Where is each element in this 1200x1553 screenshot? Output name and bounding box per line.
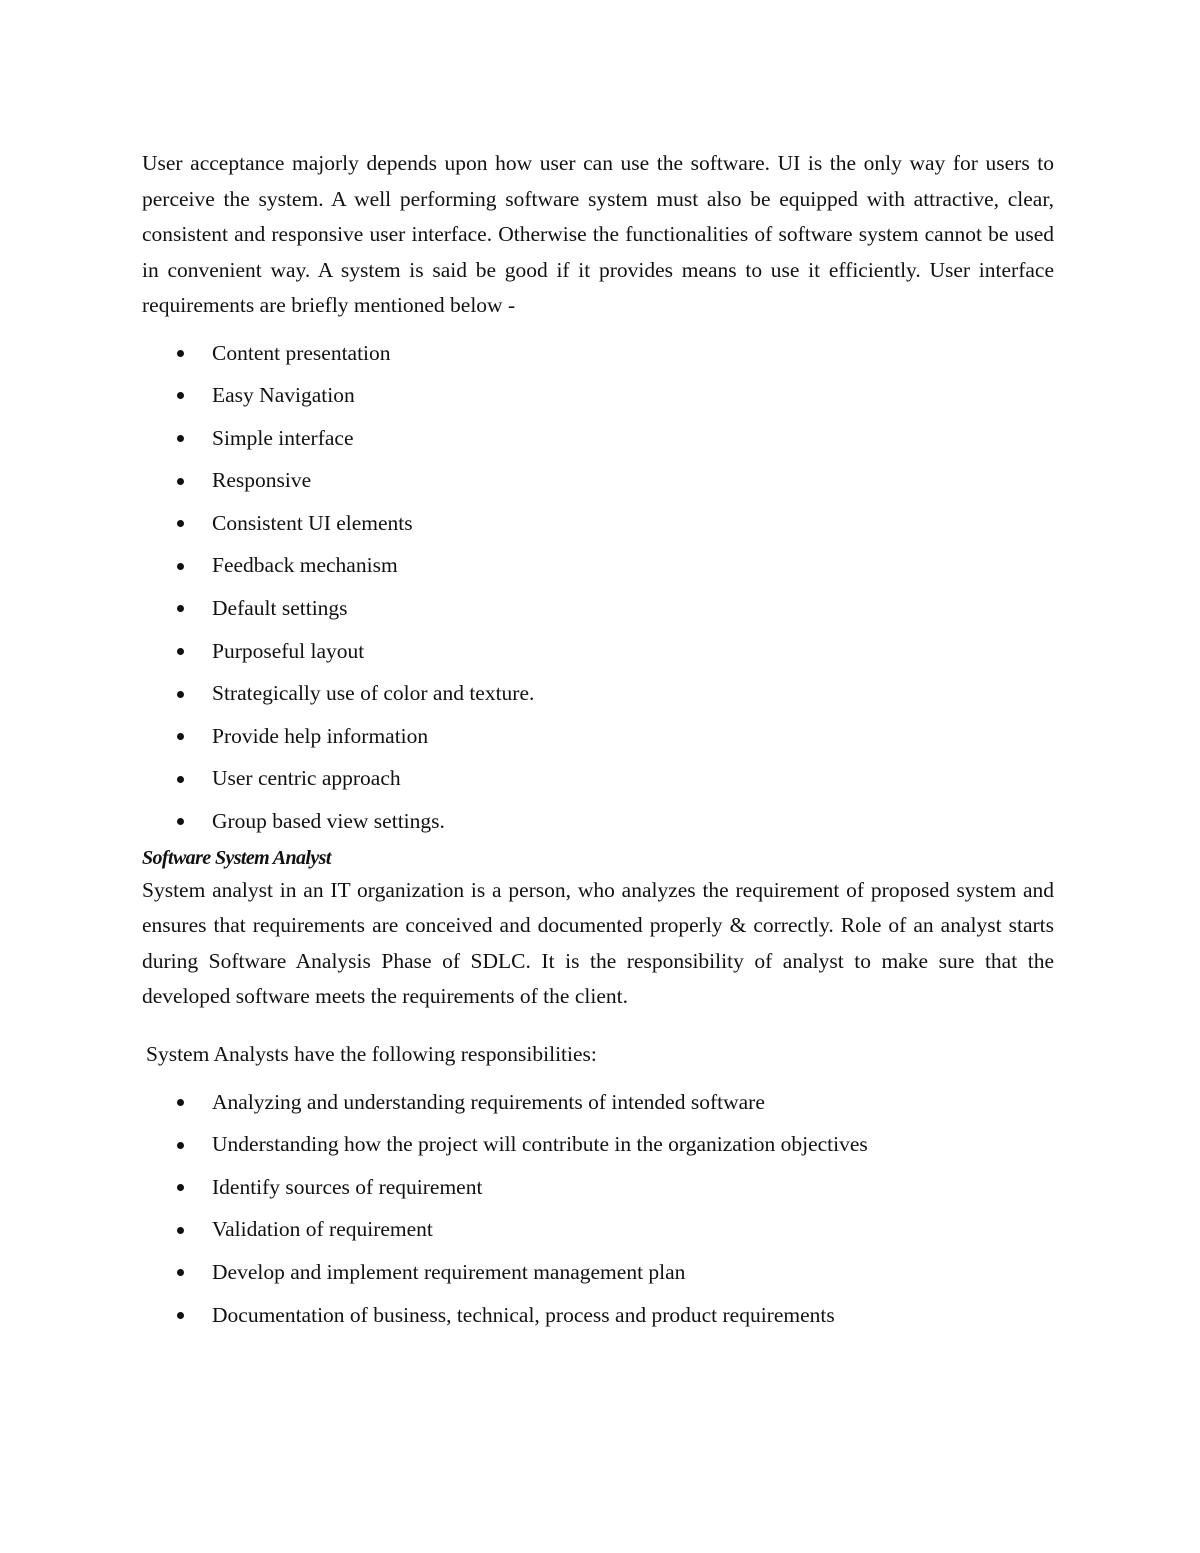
list-item xyxy=(142,1123,1054,1166)
intro-paragraph: User acceptance majorly depends upon how user can use the software. UI is the only way for users to perceive the system. A well performing software system must also be equipped with attractive, clear, consistent and responsive user interface. Otherwise the functionalities of software system cannot be used in convenient way. A system is said be good if it provides means to use it efficiently. User interface requirements are briefly mentioned below - xyxy=(142,151,1054,317)
list-item xyxy=(142,1081,1054,1124)
list-item-text: Default settings xyxy=(212,596,348,621)
list-item-text: Analyzing and understanding requirements of intended software xyxy=(212,1089,765,1114)
ui-requirements-list xyxy=(142,332,1054,843)
bullet-icon xyxy=(177,691,184,698)
bullet-icon xyxy=(177,1142,184,1149)
list-item-text: Develop and implement requirement management plan xyxy=(212,1260,686,1284)
list-item xyxy=(142,630,1054,673)
list-item-text: Identify sources of requirement xyxy=(212,1174,483,1199)
bullet-icon xyxy=(177,776,184,783)
bullet-icon xyxy=(177,435,184,442)
list-item xyxy=(142,1208,1054,1251)
list-item xyxy=(142,459,1054,502)
list-item xyxy=(142,374,1054,417)
bullet-icon xyxy=(177,520,184,527)
list-item-text: Understanding how the project will contribute in the organization objectives xyxy=(212,1132,868,1157)
bullet-icon xyxy=(177,1099,184,1106)
list-item xyxy=(142,332,1054,375)
list-item-text: Provide help information xyxy=(212,723,429,748)
bullet-icon xyxy=(177,563,184,570)
document-page xyxy=(142,146,1054,1336)
list-item-text: Feedback mechanism xyxy=(212,553,398,578)
bullet-icon xyxy=(177,1312,184,1319)
bullet-icon xyxy=(177,1269,184,1276)
list-item xyxy=(142,1166,1054,1209)
bullet-icon xyxy=(177,733,184,740)
bullet-icon xyxy=(177,350,184,357)
list-item xyxy=(142,502,1054,545)
list-item-text: Purposeful layout xyxy=(212,638,365,663)
list-item-text: User centric approach xyxy=(212,766,401,791)
list-item xyxy=(142,672,1054,715)
list-item xyxy=(142,544,1054,587)
list-item xyxy=(142,715,1054,758)
list-item xyxy=(142,1251,1054,1294)
list-item-text: Simple interface xyxy=(212,425,354,450)
analyst-paragraph: System analyst in an IT organization is a person, who analyzes the requirement of proposed system and ensures that requirements are conceived and documented properly & correctly. Role of an analyst starts during Software Analysis Phase of SDLC. It is the responsibility of analyst to make sure that the developed software meets the requirements of the client. xyxy=(142,877,1054,1009)
list-item xyxy=(142,417,1054,460)
list-item-text: Documentation of business, technical, process and product requirements xyxy=(212,1302,835,1327)
bullet-icon xyxy=(177,818,184,825)
responsibilities-lead: System Analysts have the following responsibilities: xyxy=(146,1041,597,1066)
bullet-icon xyxy=(177,478,184,485)
bullet-icon xyxy=(177,648,184,655)
list-item-text: Strategically use of color and texture. xyxy=(212,681,535,706)
list-item-text: Content presentation xyxy=(212,340,391,365)
list-item xyxy=(142,1294,1054,1337)
list-item xyxy=(142,587,1054,630)
responsibilities-list xyxy=(142,1081,1054,1337)
section-heading: Software System Analyst xyxy=(142,846,331,869)
list-item xyxy=(142,757,1054,800)
list-item-text: Validation of requirement xyxy=(212,1217,433,1242)
bullet-icon xyxy=(177,1227,184,1234)
bullet-icon xyxy=(177,1184,184,1191)
list-item xyxy=(142,800,1054,843)
bullet-icon xyxy=(177,392,184,399)
list-item-text: Responsive xyxy=(212,468,312,493)
bullet-icon xyxy=(177,605,184,612)
list-item-text: Group based view settings. xyxy=(212,809,445,834)
list-item-text: Consistent UI elements xyxy=(212,510,413,535)
list-item-text: Easy Navigation xyxy=(212,383,355,408)
